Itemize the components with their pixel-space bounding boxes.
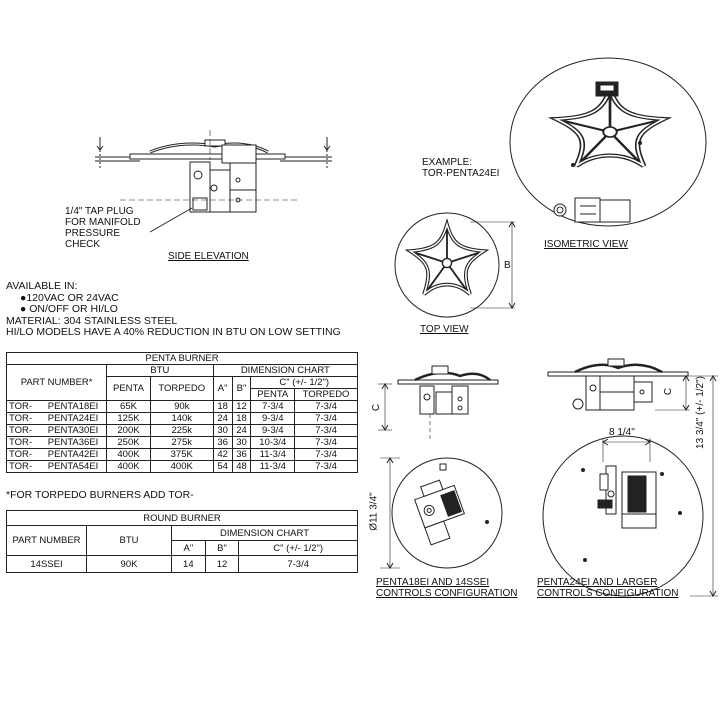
torpedo-footnote: *FOR TORPEDO BURNERS ADD TOR-: [6, 489, 194, 501]
dimension-width-label: 8 1/4": [609, 427, 635, 438]
table-row: [7, 437, 358, 449]
row-part: PENTA30EI: [40, 425, 107, 437]
large-controls-title: [537, 577, 678, 599]
penta-dimension-header: DIMENSION CHART: [213, 365, 357, 377]
small-controls-line-1: PENTA18EI AND 14SSEI: [376, 577, 490, 588]
dimension-c-right-label: C: [663, 387, 675, 396]
round-row-btu: 90K: [87, 556, 172, 573]
hilo-note: HI/LO MODELS HAVE A 40% REDUCTION IN BTU ON LOW SETTING: [6, 326, 341, 338]
round-btu-header: BTU: [87, 526, 172, 556]
row-penta-btu: 125K: [107, 413, 151, 425]
penta-part-number-header: PART NUMBER*: [7, 365, 107, 401]
side-elevation-title: SIDE ELEVATION: [168, 251, 249, 262]
example-label: EXAMPLE:: [422, 157, 473, 168]
row-b: 24: [232, 425, 251, 437]
table-row: [7, 449, 358, 461]
row-penta-btu: 200K: [107, 425, 151, 437]
dimension-height-label: 13 3/4" (+/- 1/2"): [694, 376, 706, 449]
example-part: TOR-PENTA24EI: [422, 168, 500, 179]
row-torpedo-btu: 375K: [150, 449, 213, 461]
row-torpedo-btu: 275k: [150, 437, 213, 449]
row-part: PENTA42EI: [40, 449, 107, 461]
row-c-torpedo: 7-3/4: [295, 413, 358, 425]
row-b: 48: [232, 461, 251, 473]
row-part: PENTA54EI: [40, 461, 107, 473]
row-penta-btu: 400K: [107, 461, 151, 473]
row-torpedo-btu: 225k: [150, 425, 213, 437]
large-controls-line-1: PENTA24EI AND LARGER: [537, 577, 658, 588]
tap-plug-line-1: 1/4" TAP PLUG: [65, 206, 134, 217]
row-prefix: TOR-: [7, 449, 40, 461]
table-row: [7, 413, 358, 425]
round-row-part: 14SSEI: [7, 556, 87, 573]
round-row-a: 14: [172, 556, 206, 573]
penta-col-b: B": [232, 377, 251, 401]
dimension-b-label: B: [504, 260, 511, 271]
penta-col-c-torpedo: TORPEDO: [295, 389, 358, 401]
row-a: 54: [213, 461, 232, 473]
penta-burner-table: [6, 352, 358, 473]
small-controls-side-drawing: [378, 366, 498, 440]
row-c-torpedo: 7-3/4: [295, 401, 358, 413]
row-c-penta: 9-3/4: [251, 425, 295, 437]
row-torpedo-btu: 400K: [150, 461, 213, 473]
tap-plug-line-4: CHECK: [65, 239, 101, 250]
row-torpedo-btu: 90k: [150, 401, 213, 413]
round-dimension-header: DIMENSION CHART: [172, 526, 358, 541]
row-part: PENTA24EI: [40, 413, 107, 425]
example-note: [422, 157, 499, 179]
tap-plug-line-3: PRESSURE: [65, 228, 121, 239]
top-view-title: TOP VIEW: [420, 324, 469, 335]
row-c-torpedo: 7-3/4: [295, 425, 358, 437]
available-heading: AVAILABLE IN:: [6, 280, 78, 292]
dimension-diameter-label: Ø11 3/4": [368, 492, 380, 531]
table-row: [7, 425, 358, 437]
availability-notes: [6, 281, 341, 339]
row-b: 12: [232, 401, 251, 413]
penta-col-torpedo: TORPEDO: [150, 377, 213, 401]
penta-btu-header: BTU: [107, 365, 214, 377]
row-c-penta: 11-3/4: [251, 461, 295, 473]
row-prefix: TOR-: [7, 437, 40, 449]
penta-col-a: A": [213, 377, 232, 401]
large-controls-line-2: CONTROLS CONFIGURATION: [537, 588, 679, 599]
row-part: PENTA18EI: [40, 401, 107, 413]
row-c-torpedo: 7-3/4: [295, 437, 358, 449]
tap-plug-line-2: FOR MANIFOLD: [65, 217, 141, 228]
penta-table-title: PENTA BURNER: [7, 353, 358, 365]
table-row: [7, 401, 358, 413]
onoff-option: ● ON/OFF OR HI/LO: [20, 303, 118, 315]
tap-plug-note: [65, 206, 141, 250]
large-controls-side-drawing: [548, 359, 690, 410]
row-a: 18: [213, 401, 232, 413]
table-row: [7, 461, 358, 473]
row-c-penta: 7-3/4: [251, 401, 295, 413]
row-a: 24: [213, 413, 232, 425]
top-view-drawing: [395, 213, 515, 317]
round-table-title: ROUND BURNER: [7, 511, 358, 526]
round-col-b: B": [205, 541, 239, 556]
small-controls-bottom-drawing: [380, 458, 502, 568]
row-torpedo-btu: 140k: [150, 413, 213, 425]
round-burner-table: [6, 510, 358, 573]
row-prefix: TOR-: [7, 413, 40, 425]
small-controls-line-2: CONTROLS CONFIGURATION: [376, 588, 518, 599]
row-c-penta: 11-3/4: [251, 449, 295, 461]
isometric-view-drawing: [510, 58, 706, 226]
row-c-torpedo: 7-3/4: [295, 461, 358, 473]
round-col-a: A": [172, 541, 206, 556]
isometric-view-title: ISOMETRIC VIEW: [544, 239, 628, 250]
dimension-c-left-label: C: [371, 403, 383, 412]
row-prefix: TOR-: [7, 425, 40, 437]
row-c-torpedo: 7-3/4: [295, 449, 358, 461]
row-a: 36: [213, 437, 232, 449]
material-note: MATERIAL: 304 STAINLESS STEEL: [6, 314, 178, 327]
round-part-number-header: PART NUMBER: [7, 526, 87, 556]
row-c-penta: 10-3/4: [251, 437, 295, 449]
row-c-penta: 9-3/4: [251, 413, 295, 425]
row-a: 30: [213, 425, 232, 437]
penta-col-penta: PENTA: [107, 377, 151, 401]
penta-col-c-penta: PENTA: [251, 389, 295, 401]
row-b: 36: [232, 449, 251, 461]
round-row-c: 7-3/4: [239, 556, 358, 573]
voltage-option: ●120VAC OR 24VAC: [20, 291, 119, 304]
row-a: 42: [213, 449, 232, 461]
table-row: [7, 556, 358, 573]
row-b: 30: [232, 437, 251, 449]
row-penta-btu: 400K: [107, 449, 151, 461]
row-b: 18: [232, 413, 251, 425]
small-controls-title: [376, 577, 517, 599]
row-penta-btu: 250K: [107, 437, 151, 449]
penta-col-c: C" (+/- 1/2"): [251, 377, 358, 389]
row-part: PENTA36EI: [40, 437, 107, 449]
round-row-b: 12: [205, 556, 239, 573]
row-penta-btu: 65K: [107, 401, 151, 413]
row-prefix: TOR-: [7, 461, 40, 473]
row-prefix: TOR-: [7, 401, 40, 413]
round-col-c: C" (+/- 1/2"): [239, 541, 358, 556]
